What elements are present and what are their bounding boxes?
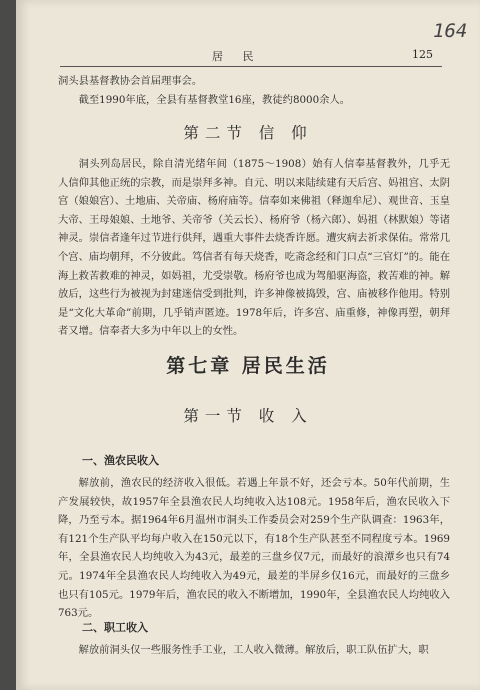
income-text-block bbox=[58, 474, 450, 623]
chapter-title: 第七章 居民生活 bbox=[166, 355, 330, 377]
handwritten-page-mark: 164 bbox=[433, 20, 468, 42]
paragraph-continued: 洞头县基督教协会首届理事会。 bbox=[58, 75, 203, 87]
paragraph-belief: 洞头列岛居民，除自清光绪年间（1875～1908）始有人信奉基督教外，几乎无人信仰其他正统的宗教，而是崇拜多神。自元、明以来陆续建有天后宫、妈祖宫、太阴宫（娘娘宫）、土地庙、关帝庙、杨府庙等。信奉如来佛祖（释迦牟尼）、观世音、玉皇大帝、王母娘娘、土地爷、关帝爷（关云长）、杨府爷（杨六郎）、妈祖（林默娘）等诸神灵。崇信者逢年过节进行供拜，遇重大事件去烧香许愿。遭灾病去祈求保佑。常常几个宫、庙均朝拜，不分彼此。笃信者有每天烧香，吃斋念经和门口点“三官灯”的。能在海上救苦救难的神灵，如妈祖，尤受崇敬。杨府爷也成为驾船驱海盗，救苦难的神。解放后，这些行为被视为封建迷信受到批判，许多神像被捣毁，宫、庙被移作他用。特别是“文化大革命”前期，几乎销声匿迹。1978年后，许多宫、庙重修，神像再塑，朝拜者又增。信奉者大多为中年以上的女性。 bbox=[58, 158, 450, 338]
paragraph-worker-income: 解放前洞头仅一些服务性手工业，工人收入微薄。解放后，职工队伍扩大，职 bbox=[78, 644, 429, 656]
subsection-title-fisher-farmer: 一、渔农民收入 bbox=[82, 454, 159, 467]
section-title-income: 第一节 收 入 bbox=[183, 407, 313, 425]
paragraph-church-count: 截至1990年底，全县有基督教堂16座，教徒约8000余人。 bbox=[78, 93, 351, 106]
header-rule bbox=[60, 66, 442, 67]
book-page bbox=[16, 0, 480, 690]
subsection-title-worker: 二、职工收入 bbox=[82, 621, 148, 634]
page-number: 125 bbox=[412, 48, 433, 61]
worker-text-block bbox=[58, 641, 450, 660]
paragraph-fisher-farmer-income: 解放前，渔农民的经济收入很低。若遇上年景不好，还会亏本。50年代前期，生产发展较快，故1957年全县渔农民人均纯收入达108元。1958年后，渔农民收入下降，乃至亏本。据1964年6月温州市洞头工作委员会对259个生产队调查：1963年，有121个生产队平均每户收入在150元以下，有18个生产队甚至不同程度亏本。1969年，全县渔农民人均纯收入为43元，最差的三盘乡仅7元，而最好的浪潭乡也只有74元。1974年全县渔农民人均纯收入为49元，最差的半屏乡仅16元，而最好的三盘乡也只有105元。1979年后，渔农民的收入不断增加，1990年，全县渔农民人均纯收入763元。 bbox=[58, 477, 450, 620]
top-text-block bbox=[58, 72, 450, 109]
belief-text-block bbox=[58, 155, 450, 341]
section-title-belief: 第二节 信 仰 bbox=[183, 124, 313, 142]
running-header-title: 居 民 bbox=[212, 50, 262, 63]
